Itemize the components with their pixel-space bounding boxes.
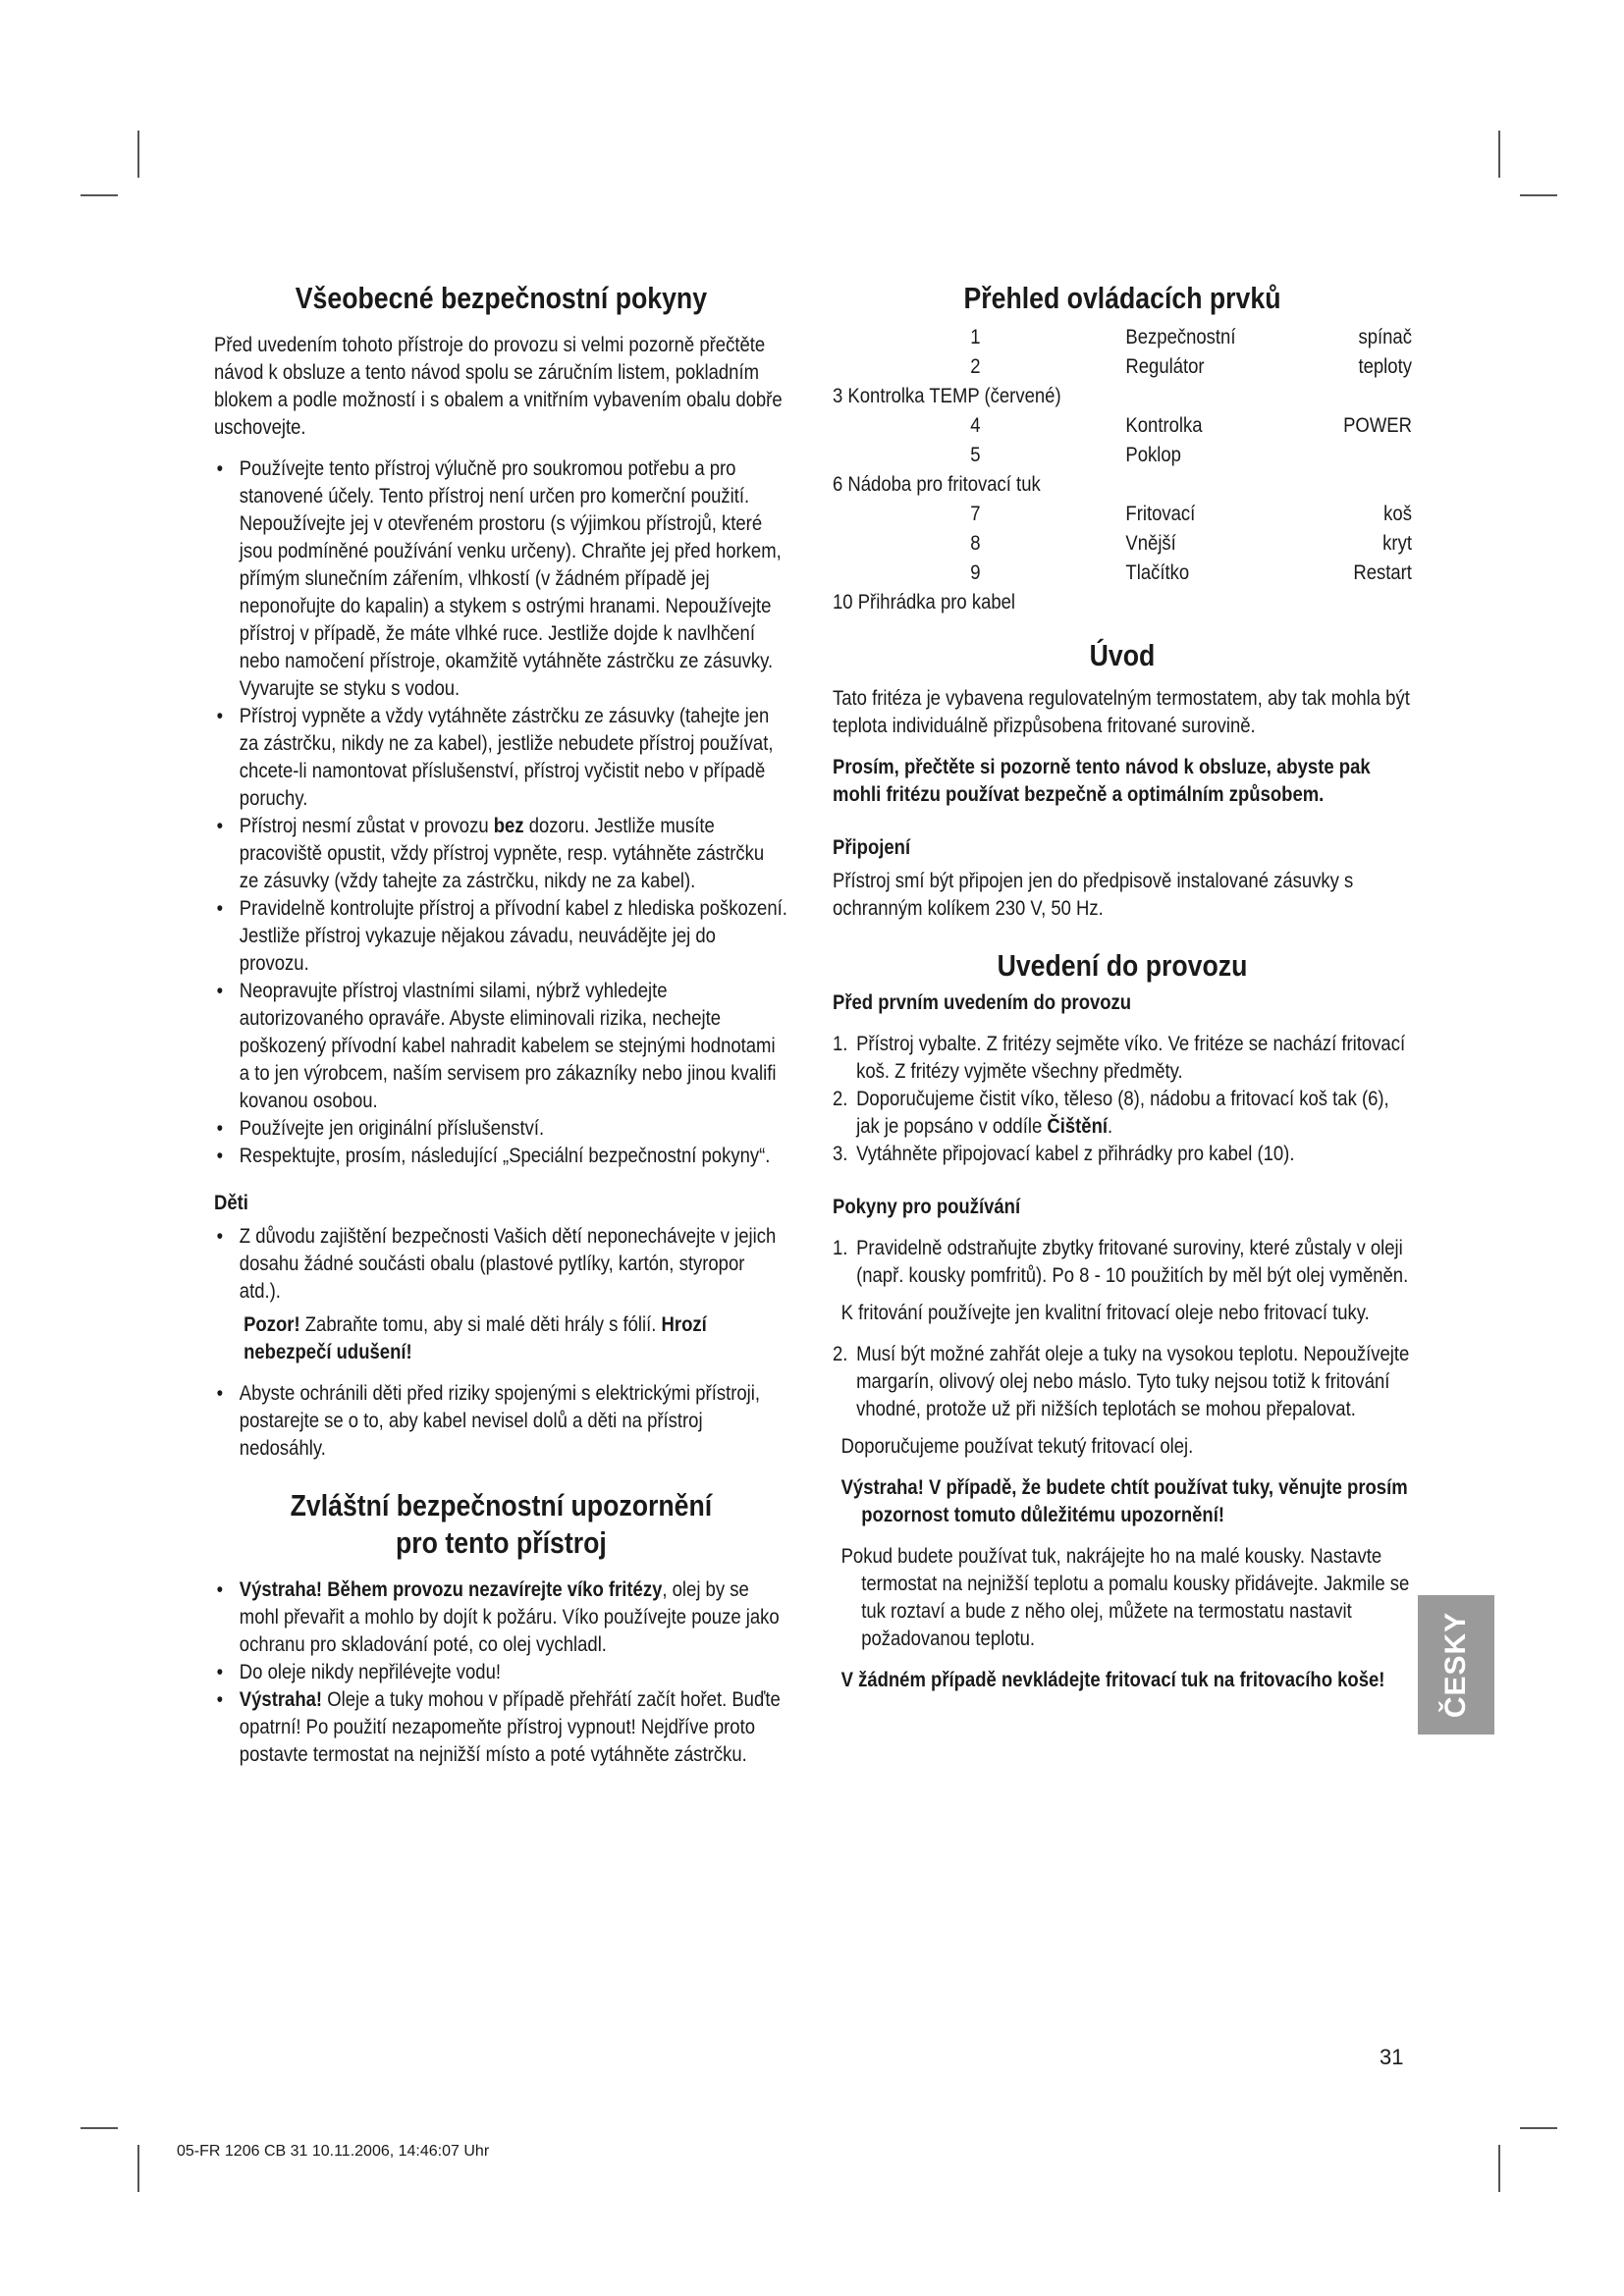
control-label: Vnější bbox=[1125, 531, 1176, 555]
language-tab: ČESKY bbox=[1418, 1595, 1494, 1735]
list-item: • Používejte tento přístroj výlučně pro soukromou potřebu a pro stanovené účely. Tento přístroj není určen pro komerční použití. Nepoužívejte jej v otevřeném prostoru (s výjimkou přístrojů, které jsou podmíněné používání venku určeny). Chraňte jej před horkem, přímým slunečním zářením, vlhkostí (v žádném případě jej neponořujte do kapalin) a stykem s ostrými hranami. Nepoužívejte přístroj v případě, že máte vlhké ruce. Jestliže dojde k navlhčení nebo namočení přístroje, okamžitě vytáhněte zástrčku ze zásuvky. Vyvarujte se styku s vodou. bbox=[214, 454, 788, 702]
children-list bbox=[214, 1222, 788, 1305]
intro-bold: Prosím, přečtěte si pozorně tento návod k obsluze, abyste pak mohli fritézu používat bezpečně a optimálním způsobem. bbox=[833, 755, 1371, 806]
list-item: 2. Doporučujeme čistit víko, těleso (8), nádobu a fritovací koš tak (6), jak je popsáno v oddíle Čištění. bbox=[833, 1087, 1389, 1138]
children-list-2 bbox=[214, 1379, 788, 1462]
crop-mark bbox=[81, 194, 118, 196]
control-label: Poklop bbox=[1125, 443, 1181, 466]
crop-mark bbox=[137, 2145, 139, 2192]
right-column bbox=[833, 280, 1412, 1707]
control-item: 6 Nádoba pro fritovací tuk bbox=[833, 472, 1041, 496]
intro-heading: Úvod bbox=[1089, 638, 1156, 672]
control-label: kryt bbox=[1382, 531, 1412, 555]
control-label: Fritovací bbox=[1125, 502, 1196, 525]
control-label: Bezpečnostní bbox=[1125, 325, 1236, 348]
first-use-heading: Před prvním uvedením do provozu bbox=[833, 990, 1132, 1014]
usage-never: V žádném případě nevkládejte fritovací tuk na fritovacího koše! bbox=[840, 1668, 1385, 1691]
control-label: POWER bbox=[1343, 413, 1412, 437]
controls-heading: Přehled ovládacích prvků bbox=[963, 281, 1281, 315]
list-item: 3. Vytáhněte připojovací kabel z přihrádky pro kabel (10). bbox=[833, 1142, 1295, 1165]
usage-heading: Pokyny pro používání bbox=[833, 1195, 1021, 1218]
usage-list-2 bbox=[833, 1340, 1412, 1422]
connection-text: Přístroj smí být připojen jen do předpisově instalované zásuvky s ochranným kolíkem 230 V, 50 Hz. bbox=[833, 869, 1354, 920]
list-item: • Z důvodu zajištění bezpečnosti Vašich dětí neponechávejte v jejich dosahu žádné součásti obalu (plastové pytlíky, kartón, styropor atd.). bbox=[214, 1222, 788, 1305]
control-number: 7 bbox=[970, 502, 981, 525]
first-use-list bbox=[833, 1030, 1412, 1167]
connection-heading: Připojení bbox=[833, 835, 911, 859]
safety-heading: Všeobecné bezpečnostní pokyny bbox=[295, 281, 708, 315]
usage-warning: Výstraha! V případě, že budete chtít používat tuky, věnujte prosím pozornost tomuto důležitému upozornění! bbox=[840, 1475, 1408, 1526]
list-item: • Pravidelně kontrolujte přístroj a přívodní kabel z hlediska poškození. Jestliže přístroj vykazuje nějakou závadu, neuvádějte jej do provozu. bbox=[214, 894, 788, 977]
page-number: 31 bbox=[1380, 2045, 1404, 2069]
list-item: 1. Přístroj vybalte. Z fritézy sejměte víko. Ve fritéze se nachází fritovací koš. Z fritézy vyjměte všechny předměty. bbox=[833, 1032, 1406, 1083]
children-heading: Děti bbox=[214, 1191, 248, 1214]
crop-mark bbox=[81, 2127, 118, 2129]
control-number: 2 bbox=[970, 354, 981, 378]
special-heading: Zvláštní bezpečnostní upozornění pro tento přístroj bbox=[290, 1488, 713, 1560]
control-label bbox=[1336, 441, 1412, 470]
list-item: • Přístroj vypněte a vždy vytáhněte zástrčku ze zásuvky (tahejte jen za zástrčku, nikdy ne za kabel), jestliže nebudete přístroj používat, chcete-li namontovat příslušenství, přístroj vyčistit nebo v případě poruchy. bbox=[214, 702, 788, 812]
list-item: • Respektujte, prosím, následující „Speciální bezpečnostní pokyny“. bbox=[214, 1142, 788, 1169]
crop-mark bbox=[1498, 131, 1500, 178]
usage-recommend: Doporučujeme používat tekutý fritovací olej. bbox=[840, 1434, 1194, 1458]
crop-mark bbox=[1498, 2145, 1500, 2192]
control-number: 5 bbox=[970, 443, 981, 466]
control-item bbox=[833, 559, 1412, 588]
control-label: Kontrolka bbox=[1125, 413, 1203, 437]
control-label: Restart bbox=[1353, 561, 1412, 584]
control-item bbox=[833, 352, 1412, 382]
control-number: 8 bbox=[970, 531, 981, 555]
start-heading: Uvedení do provozu bbox=[997, 948, 1248, 983]
crop-mark bbox=[1520, 194, 1557, 196]
usage-fat: Pokud budete používat tuk, nakrájejte ho na malé kousky. Nastavte termostat na nejnižší teplotu a pomalu kousky přidávejte. Jakmile se tuk roztaví a bude z něho olej, můžete na termostatu nastavit požadovanou teplotu. bbox=[840, 1544, 1410, 1650]
control-label: teploty bbox=[1358, 354, 1412, 378]
control-item bbox=[833, 500, 1412, 529]
list-item: • Používejte jen originální příslušenství. bbox=[214, 1114, 788, 1142]
control-label: Tlačítko bbox=[1125, 561, 1190, 584]
control-item bbox=[833, 441, 1412, 470]
controls-list bbox=[833, 323, 1412, 617]
control-item: 10 Přihrádka pro kabel bbox=[833, 590, 1016, 614]
children-warning: Pozor! Zabraňte tomu, aby si malé děti hrály s fólií. Hrozí nebezpečí udušení! bbox=[244, 1312, 707, 1363]
list-item: 2. Musí být možné zahřát oleje a tuky na vysokou teplotu. Nepoužívejte margarín, olivový olej nebo máslo. Tyto tuky nejsou totiž k fritování vhodné, protože už při nižších teplotách se mohou přepalovat. bbox=[833, 1342, 1410, 1420]
print-footer: 05-FR 1206 CB 31 10.11.2006, 14:46:07 Uhr bbox=[177, 2143, 490, 2160]
list-item: 1. Pravidelně odstraňujte zbytky fritované suroviny, které zůstaly v oleji (např. kousky pomfritů). Po 8 - 10 použitích by měl být olej vyměněn. bbox=[833, 1236, 1409, 1287]
usage-note: K fritování používejte jen kvalitní fritovací oleje nebo fritovací tuky. bbox=[840, 1301, 1370, 1324]
control-number: 9 bbox=[970, 561, 981, 584]
control-item bbox=[833, 529, 1412, 559]
list-item: • Neopravujte přístroj vlastními silami, nýbrž vyhledejte autorizovaného opraváře. Abyste eliminovali rizika, nechejte poškozený přívodní kabel nahradit kabelem se stejnými hodnotami a to jen výrobcem, naším servisem pro zákazníky nebo jinou kvalifi kovanou osobou. bbox=[214, 977, 788, 1114]
list-item: • Přístroj nesmí zůstat v provozu bez dozoru. Jestliže musíte pracoviště opustit, vždy přístroj vypněte, resp. vytáhněte zástrčku ze zásuvky (vždy tahejte za zástrčku, nikdy ne za kabel). bbox=[214, 812, 788, 894]
control-number: 1 bbox=[970, 325, 981, 348]
control-item bbox=[833, 323, 1412, 352]
control-item: 3 Kontrolka TEMP (červené) bbox=[833, 384, 1061, 407]
control-item bbox=[833, 411, 1412, 441]
special-list bbox=[214, 1575, 788, 1768]
control-number: 4 bbox=[970, 413, 981, 437]
control-label: koš bbox=[1383, 502, 1412, 525]
safety-intro: Před uvedením tohoto přístroje do provozu si velmi pozorně přečtěte návod k obsluze a tento návod spolu se záručním listem, pokladním blokem a podle možností i s obalem a vnitřním vybavením obalu dobře uschovejte. bbox=[214, 333, 783, 439]
left-column bbox=[214, 280, 788, 1780]
list-item: • Výstraha! Během provozu nezavírejte víko fritézy, olej by se mohl převařit a mohlo by dojít k požáru. Víko používejte pouze jako ochranu pro skladování poté, co olej vychladl. bbox=[214, 1575, 788, 1658]
control-label: spínač bbox=[1358, 325, 1412, 348]
control-label: Regulátor bbox=[1125, 354, 1205, 378]
safety-list bbox=[214, 454, 788, 1169]
intro-text: Tato fritéza je vybavena regulovatelným termostatem, aby tak mohla být teplota individuálně přizpůsobena fritované surovině. bbox=[833, 686, 1410, 737]
list-item: • Do oleje nikdy nepřilévejte vodu! bbox=[214, 1658, 788, 1685]
usage-list bbox=[833, 1234, 1412, 1289]
list-item: • Výstraha! Oleje a tuky mohou v případě přehřátí začít hořet. Buďte opatrní! Po použití nezapomeňte přístroj vypnout! Nejdříve proto postavte termostat na nejnižší místo a poté vytáhněte zástrčku. bbox=[214, 1685, 788, 1768]
crop-mark bbox=[137, 131, 139, 178]
list-item: • Abyste ochránili děti před riziky spojenými s elektrickými přístroji, postarejte se o to, aby kabel nevisel dolů a děti na přístroj nedosáhly. bbox=[214, 1379, 788, 1462]
crop-mark bbox=[1520, 2127, 1557, 2129]
